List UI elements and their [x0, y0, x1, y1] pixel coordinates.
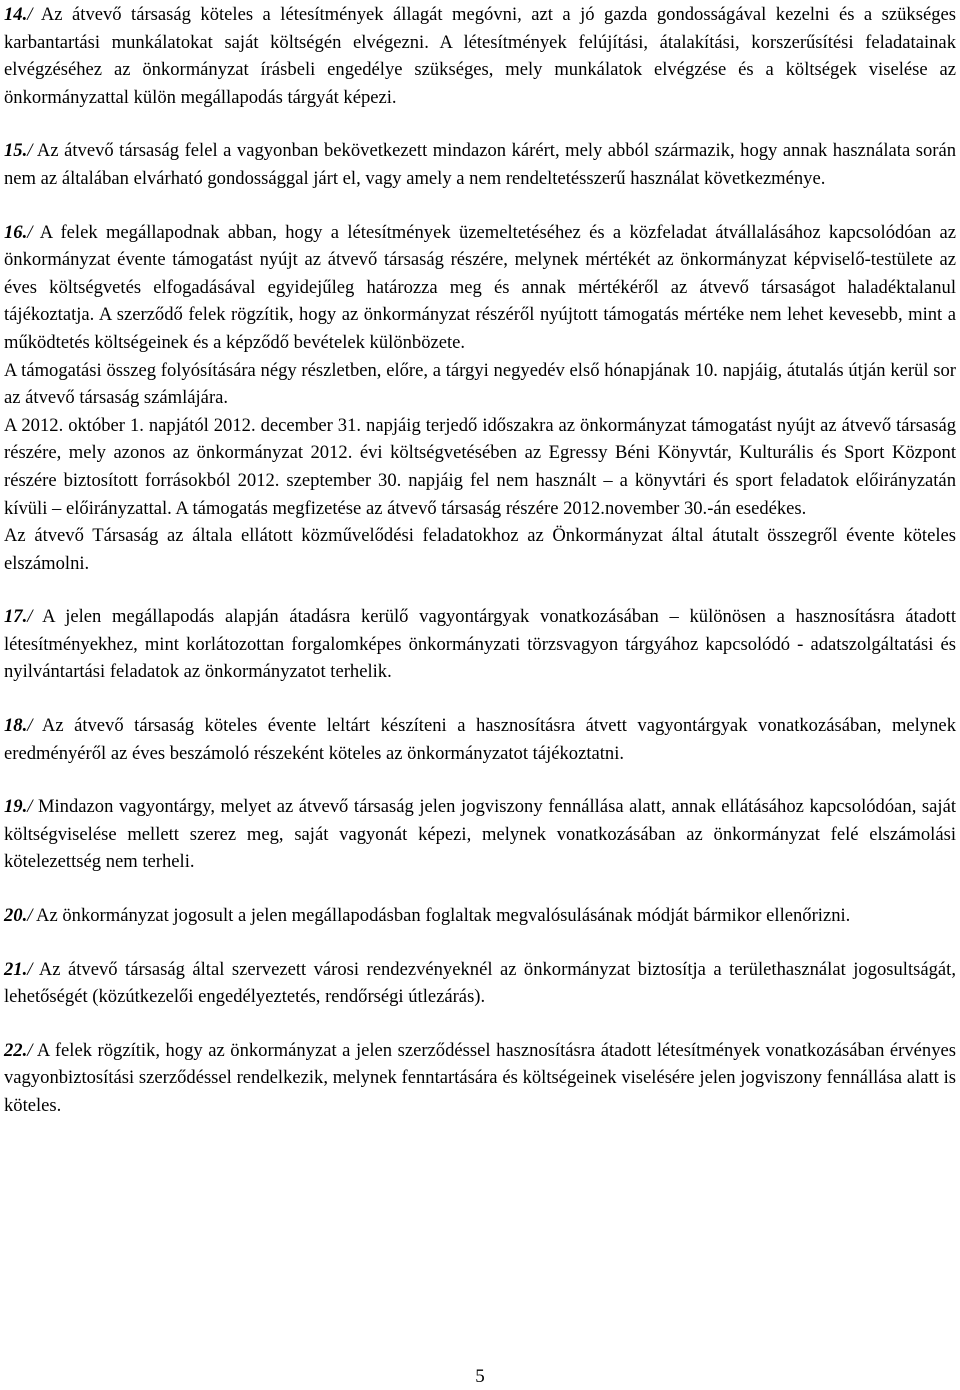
section-extra-paragraph: Az átvevő Társaság az általa ellátott közművelődési feladatokhoz az Önkormányzat által átutalt összegről évente köteles elszámolni.	[4, 525, 956, 574]
section-main-line	[4, 219, 956, 357]
section-number: 20.	[4, 905, 28, 927]
section-number: 21.	[4, 958, 28, 980]
section-20	[4, 902, 956, 930]
section-text: Az átvevő társaság által szervezett városi rendezvényeknél az önkormányzat biztosítja a területhasználat jogosultságát, lehetőségét (közútkezelői engedélyeztetés, rendőrségi útlezárás).	[4, 958, 956, 1008]
section-text: Az átvevő társaság köteles évente leltárt készíteni a hasznosításra átvett vagyontárgyak vonatkozásában, melynek eredményéről az éves beszámoló részeként köteles az önkormányzatot tájékoztatni.	[4, 715, 956, 764]
section-slash: /	[27, 221, 33, 243]
section-14	[4, 1, 956, 111]
page-number: 5	[475, 1366, 485, 1387]
section-number: 17.	[4, 606, 28, 628]
section-22	[4, 1037, 956, 1120]
section-18	[4, 712, 956, 767]
section-slash: /	[27, 4, 33, 25]
section-text: Az átvevő társaság felel a vagyonban bekövetkezett mindazon kárért, mely abból származik, hogy annak használata során nem az általában elvárható gondossággal járt el, vagy amely a nem rendeltetésszerű használat következménye.	[4, 140, 956, 189]
document-page	[4, 0, 956, 1120]
section-number: 19.	[4, 796, 28, 818]
section-slash: /	[27, 905, 33, 927]
section-number: 15.	[4, 140, 28, 162]
section-text: Az átvevő társaság köteles a létesítmények állagát megóvni, azt a jó gazda gondosságával kezelni és a szükséges karbantartási munkálatokat saját költségén elvégezni. A létesítmények felújítási, átalakítási, korszerűsítési feladatainak elvégzéséhez az önkormányzat írásbeli engedélye szükséges, mely munkálatok elvégzése és a költségek viselése az önkormányzattal külön megállapodás tárgyát képezi.	[4, 4, 956, 108]
section-slash: /	[27, 958, 33, 980]
section-21	[4, 956, 956, 1011]
section-slash: /	[27, 1039, 33, 1061]
section-number: 14.	[4, 4, 28, 25]
section-extra-paragraph: A támogatási összeg folyósítására négy részletben, előre, a tárgyi negyedév első hónapjának 10. napjáig, átutalás útján kerül sor az átvevő társaság számlájára.	[4, 359, 956, 409]
section-15	[4, 137, 956, 192]
section-text: A felek rögzítik, hogy az önkormányzat a jelen szerződéssel hasznosításra átadott létesítmények vonatkozásában érvényes vagyonbiztosítási szerződéssel rendelkezik, melynek fenntartására és költségeinek viselésére jelen jogviszony fennállása alatt is köteles.	[4, 1039, 956, 1116]
section-slash: /	[27, 796, 33, 818]
section-number: 18.	[4, 715, 28, 737]
section-text: Mindazon vagyontárgy, melyet az átvevő társaság jelen jogviszony fennállása alatt, annak ellátásához kapcsolódóan, saját költségviselése mellett szerez meg, saját vagyonát képezi, melynek vonatkozásában az önkormányzat felé elszámolási kötelezettség nem terheli.	[4, 796, 956, 873]
section-text: Az önkormányzat jogosult a jelen megállapodásban foglaltak megvalósulásának módját bármikor ellenőrizni.	[32, 905, 851, 927]
section-extra-paragraph: A 2012. október 1. napjától 2012. december 31. napjáig terjedő időszakra az önkormányzat támogatást nyújt az átvevő társaság részére, mely azonos az önkormányzat 2012. évi költségvetésében az Egressy Béni Könyvtár, Kulturális és Sport Központ részére biztosított forrásokból 2012. szeptember 30. napjáig fel nem használt – a könyvtári és sport feladatok előirányzatán kívüli – előirányzattal. A támogatás megfizetése az átvevő társaság részére 2012.november 30.-án esedékes.	[4, 414, 956, 519]
section-19	[4, 793, 956, 876]
section-16	[4, 219, 956, 578]
section-number: 22.	[4, 1039, 28, 1061]
section-slash: /	[27, 140, 33, 162]
section-slash: /	[27, 715, 33, 737]
section-number: 16.	[4, 221, 28, 243]
section-slash: /	[27, 606, 33, 628]
section-17	[4, 603, 956, 686]
section-text: A felek megállapodnak abban, hogy a létesítmények üzemeltetéséhez és a közfeladat átvállalásához kapcsolódóan az önkormányzat évente támogatást nyújt az átvevő társaság részére, melynek mértékét az önkormányzat képviselő-testülete az éves költségvetés elfogadásával egyidejűleg határozza meg és annak mértékéről az átvevő társaságot haladéktalanul tájékoztatja. A szerződő felek rögzítik, hogy az önkormányzat részéről nyújtott támogatás mértéke nem lehet kevesebb, mint a működtetés költségeinek és a képződő bevételek különbözete.	[4, 221, 956, 353]
section-text: A jelen megállapodás alapján átadásra kerülő vagyontárgyak vonatkozásában – különösen a hasznosításra átadott létesítményekhez, mint korlátozottan forgalomképes önkormányzati törzsvagyon tárgyához kapcsolódó - adatszolgáltatási és nyilvántartási feladatok az önkormányzatot terhelik.	[4, 606, 956, 683]
